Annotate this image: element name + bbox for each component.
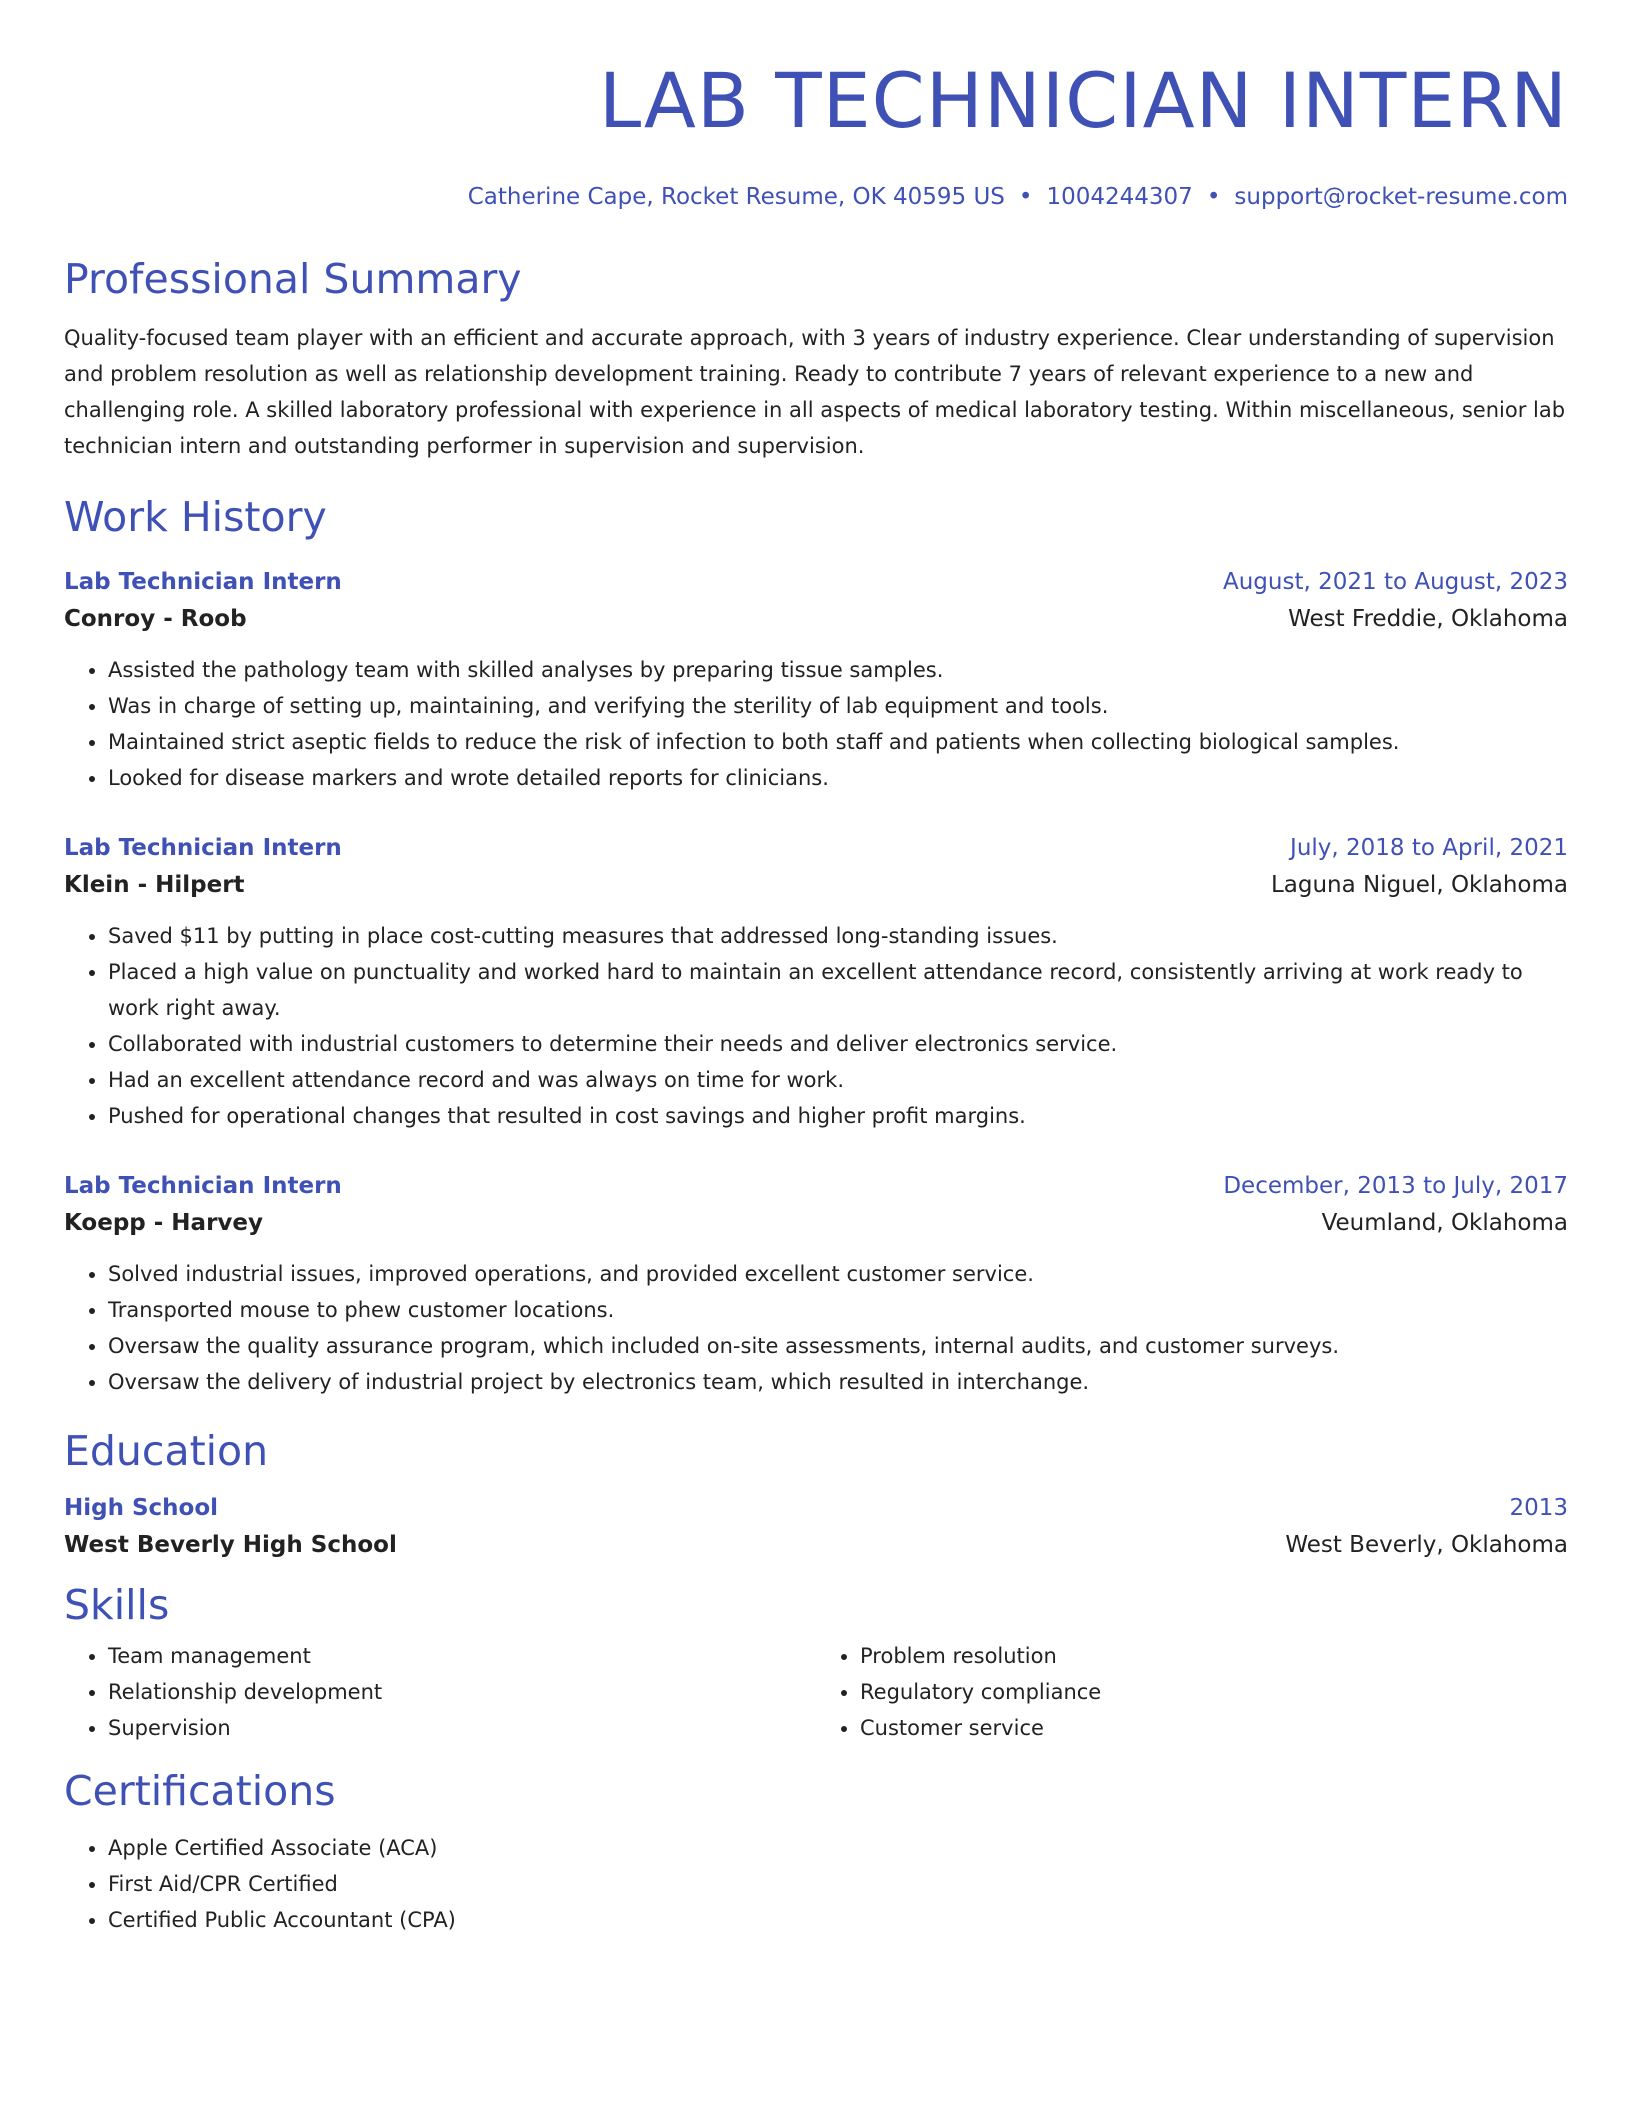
job-bullets: [64, 1256, 1568, 1400]
job-company: Koepp - Harvey: [64, 1210, 264, 1236]
list-item: • Oversaw the quality assurance program, which included on-site assessments, internal audits, and customer surveys.: [108, 1328, 1568, 1364]
list-item: • Had an excellent attendance record and was always on time for work.: [108, 1062, 1568, 1098]
job-bullets: [64, 918, 1568, 1134]
contact-phone: 1004244307: [1046, 184, 1193, 210]
contact-separator: •: [1206, 184, 1221, 210]
list-item: • Collaborated with industrial customers to determine their needs and deliver electronics service.: [108, 1026, 1568, 1062]
list-item: • Assisted the pathology team with skilled analyses by preparing tissue samples.: [108, 652, 1568, 688]
list-item: • Saved $11 by putting in place cost-cutting measures that addressed long-standing issues.: [108, 918, 1568, 954]
education-year: 2013: [1509, 1495, 1568, 1521]
list-item: • Solved industrial issues, improved operations, and provided excellent customer service.: [108, 1256, 1568, 1292]
job-bullets: [64, 652, 1568, 796]
skills-heading: Skills: [64, 1581, 170, 1629]
list-item: • Regulatory compliance: [860, 1674, 1568, 1710]
skills-list: [64, 1638, 1568, 1746]
contact-email: support@rocket-resume.com: [1234, 184, 1568, 210]
job-company: Conroy - Roob: [64, 606, 247, 632]
list-item: • Team management: [108, 1638, 816, 1674]
certifications-list: [64, 1830, 1568, 1938]
resume-page: [64, 0, 1568, 1938]
page-title: LAB TECHNICIAN INTERN: [598, 56, 1568, 145]
certifications-heading: Certifications: [64, 1767, 336, 1815]
job-entry-2: [64, 830, 1568, 1134]
job-title: Lab Technician Intern: [64, 835, 342, 861]
job-title: Lab Technician Intern: [64, 1173, 342, 1199]
list-item: • Transported mouse to phew customer locations.: [108, 1292, 1568, 1328]
list-item: • Apple Certified Associate (ACA): [108, 1830, 1568, 1866]
job-entry-1: [64, 564, 1568, 796]
list-item: • Maintained strict aseptic fields to reduce the risk of infection to both staff and patients when collecting biological samples.: [108, 724, 1568, 760]
education-heading: Education: [64, 1427, 269, 1475]
list-item: • Relationship development: [108, 1674, 816, 1710]
contact-line: [64, 182, 1568, 212]
education-school: West Beverly High School: [64, 1532, 397, 1558]
education-entry: [64, 1490, 1568, 1564]
job-location: West Freddie, Oklahoma: [1288, 606, 1568, 632]
list-item: • Supervision: [108, 1710, 816, 1746]
education-degree: High School: [64, 1495, 219, 1521]
work-history-heading: Work History: [64, 493, 327, 541]
summary-heading: Professional Summary: [64, 255, 522, 303]
job-entry-3: [64, 1168, 1568, 1400]
job-location: Veumland, Oklahoma: [1321, 1210, 1568, 1236]
job-title: Lab Technician Intern: [64, 569, 342, 595]
list-item: • Placed a high value on punctuality and worked hard to maintain an excellent attendance record, consistently arriving at work ready to work right away.: [108, 954, 1568, 1026]
list-item: • Looked for disease markers and wrote detailed reports for clinicians.: [108, 760, 1568, 796]
list-item: • Problem resolution: [860, 1638, 1568, 1674]
list-item: • Oversaw the delivery of industrial project by electronics team, which resulted in interchange.: [108, 1364, 1568, 1400]
list-item: • Was in charge of setting up, maintaining, and verifying the sterility of lab equipment and tools.: [108, 688, 1568, 724]
list-item: • Customer service: [860, 1710, 1568, 1746]
skills-column-left: [64, 1638, 816, 1746]
list-item: • Pushed for operational changes that resulted in cost savings and higher profit margins.: [108, 1098, 1568, 1134]
job-dates: December, 2013 to July, 2017: [1223, 1173, 1568, 1199]
job-dates: July, 2018 to April, 2021: [1290, 835, 1568, 861]
summary-text: Quality-focused team player with an efficient and accurate approach, with 3 years of industry experience. Clear understanding of supervision and problem resolution as well as relationship development training. Ready to contribute 7 years of relevant experience to a new and challenging role. A skilled laboratory professional with experience in all aspects of medical laboratory testing. Within miscellaneous, senior lab technician intern and outstanding performer in supervision and supervision.: [64, 326, 1566, 458]
job-company: Klein - Hilpert: [64, 872, 245, 898]
list-item: • Certified Public Accountant (CPA): [108, 1902, 1568, 1938]
job-location: Laguna Niguel, Oklahoma: [1270, 872, 1568, 898]
list-item: • First Aid/CPR Certified: [108, 1866, 1568, 1902]
contact-address: Catherine Cape, Rocket Resume, OK 40595 US: [467, 184, 1005, 210]
skills-column-right: [816, 1638, 1568, 1746]
contact-separator: •: [1018, 184, 1033, 210]
job-dates: August, 2021 to August, 2023: [1223, 569, 1568, 595]
education-location: West Beverly, Oklahoma: [1285, 1532, 1568, 1558]
